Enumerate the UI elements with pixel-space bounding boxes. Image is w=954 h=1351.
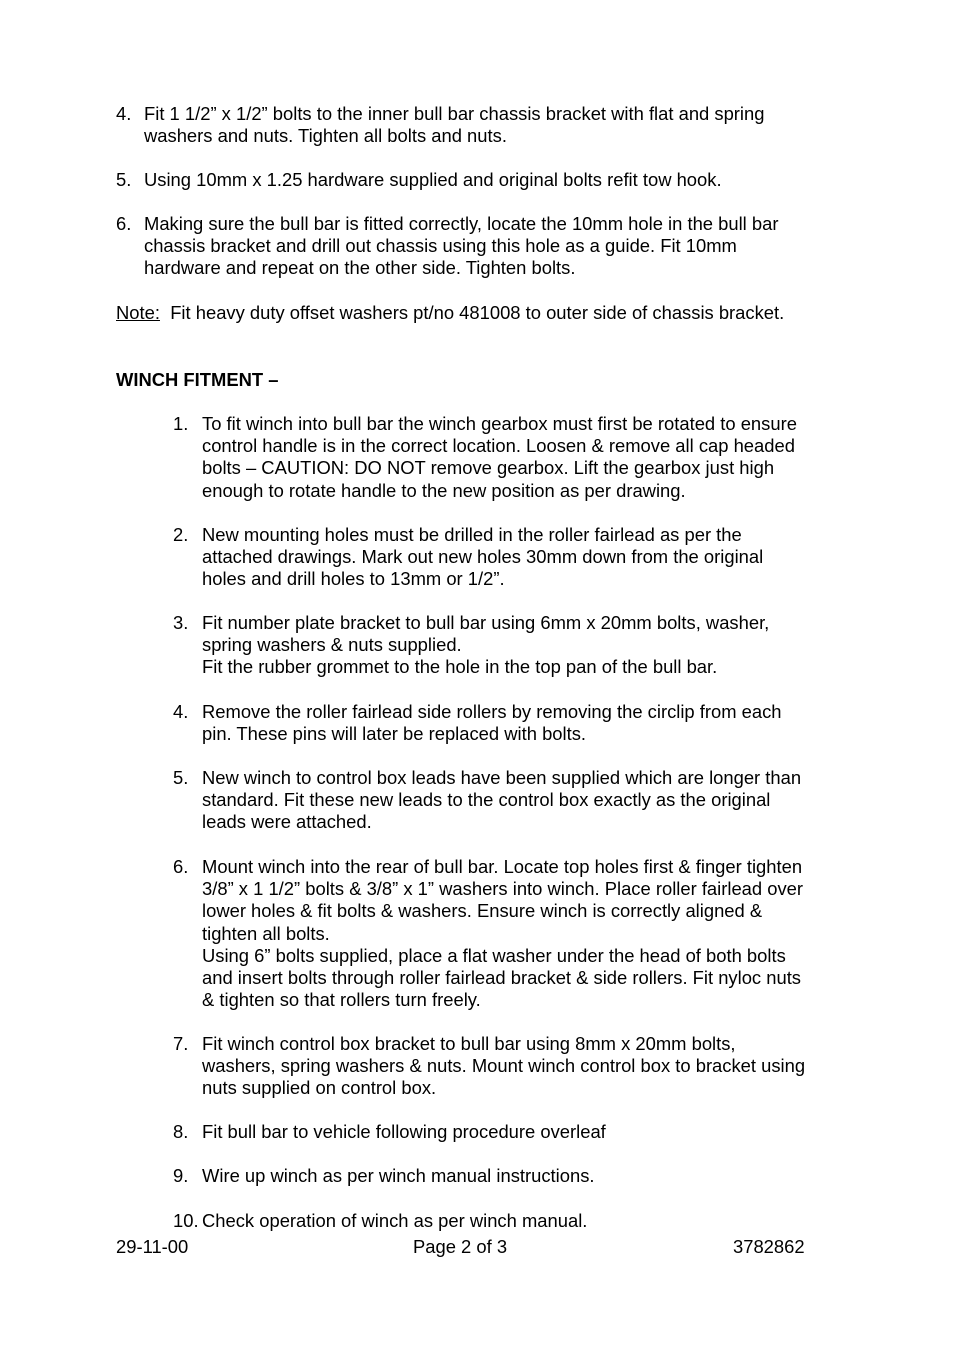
section-heading: WINCH FITMENT – (116, 369, 279, 390)
list-item (116, 103, 836, 147)
list-item (173, 524, 843, 591)
note-text: Fit heavy duty offset washers pt/no 481008 to outer side of chassis bracket. (170, 302, 785, 323)
step-number: 8. (173, 1121, 189, 1142)
list-item (116, 213, 836, 280)
list-item (173, 612, 843, 679)
step-text: Using 10mm x 1.25 hardware supplied and original bolts refit tow hook. (144, 169, 722, 190)
footer-date: 29-11-00 (116, 1236, 189, 1257)
list-item (173, 701, 843, 745)
list-item (116, 169, 836, 191)
footer-document-number: 3782862 (733, 1236, 805, 1257)
step-text: Fit winch control box bracket to bull bar using 8mm x 20mm bolts, washers, spring washers & nuts. Mount winch control box to bracket using nuts supplied on control box. (202, 1033, 806, 1099)
list-item (173, 1210, 843, 1232)
list-item (173, 767, 843, 834)
list-item (173, 1121, 843, 1143)
step-number: 2. (173, 524, 189, 545)
footer-page-number: Page 2 of 3 (413, 1236, 508, 1257)
step-text: Fit bull bar to vehicle following procedure overleaf (202, 1121, 606, 1142)
step-number: 10. (173, 1210, 199, 1231)
step-text: New mounting holes must be drilled in the roller fairlead as per the attached drawings. Mark out new holes 30mm down from the original holes and drill holes to 13mm or 1/2”. (202, 524, 764, 590)
step-number: 9. (173, 1165, 189, 1186)
step-number: 5. (116, 169, 132, 190)
step-number: 6. (116, 213, 132, 234)
step-number: 6. (173, 856, 189, 877)
step-text: To fit winch into bull bar the winch gearbox must first be rotated to ensure control handle is in the correct location. Loosen & remove all cap headed bolts – CAUTION: DO NOT remove gearbox. Lift the gearbox just high enough to rotate handle to the new position as per drawing. (202, 413, 797, 501)
step-number: 4. (116, 103, 132, 124)
note (116, 302, 784, 324)
step-number: 4. (173, 701, 189, 722)
list-item (173, 413, 843, 502)
step-number: 5. (173, 767, 189, 788)
list-item (173, 1033, 843, 1100)
step-text: New winch to control box leads have been supplied which are longer than standard. Fit these new leads to the control box exactly as the original leads were attached. (202, 767, 802, 833)
step-text: Wire up winch as per winch manual instructions. (202, 1165, 595, 1186)
step-text: Fit 1 1/2” x 1/2” bolts to the inner bull bar chassis bracket with flat and spring washers and nuts. Tighten all bolts and nuts. (144, 103, 765, 147)
step-text: Making sure the bull bar is fitted correctly, locate the 10mm hole in the bull bar chassis bracket and drill out chassis using this hole as a guide. Fit 10mm hardware and repeat on the other side. Tighten bolts. (144, 213, 779, 279)
step-number: 7. (173, 1033, 189, 1054)
step-number: 1. (173, 413, 189, 434)
step-number: 3. (173, 612, 189, 633)
list-item (173, 1165, 843, 1187)
step-text: Check operation of winch as per winch manual. (202, 1210, 588, 1231)
step-text: Mount winch into the rear of bull bar. Locate top holes first & finger tighten 3/8” x 1 1/2” bolts & 3/8” x 1” washers into winch. Place roller fairlead over lower holes & fit bolts & washers. Ensure winch is correctly aligned & tighten all bolts. Using 6” bolts supplied, place a flat washer under the head of both bolts and insert bolts through roller fairlead bracket & side rollers. Fit nyloc nuts & tighten so that rollers turn freely. (202, 856, 804, 1011)
step-text: Fit number plate bracket to bull bar using 6mm x 20mm bolts, washer, spring washers & nuts supplied. Fit the rubber grommet to the hole in the top pan of the bull bar. (202, 612, 770, 678)
step-text: Remove the roller fairlead side rollers by removing the circlip from each pin. These pins will later be replaced with bolts. (202, 701, 782, 745)
note-label: Note: (116, 302, 160, 323)
list-item (173, 856, 843, 1011)
